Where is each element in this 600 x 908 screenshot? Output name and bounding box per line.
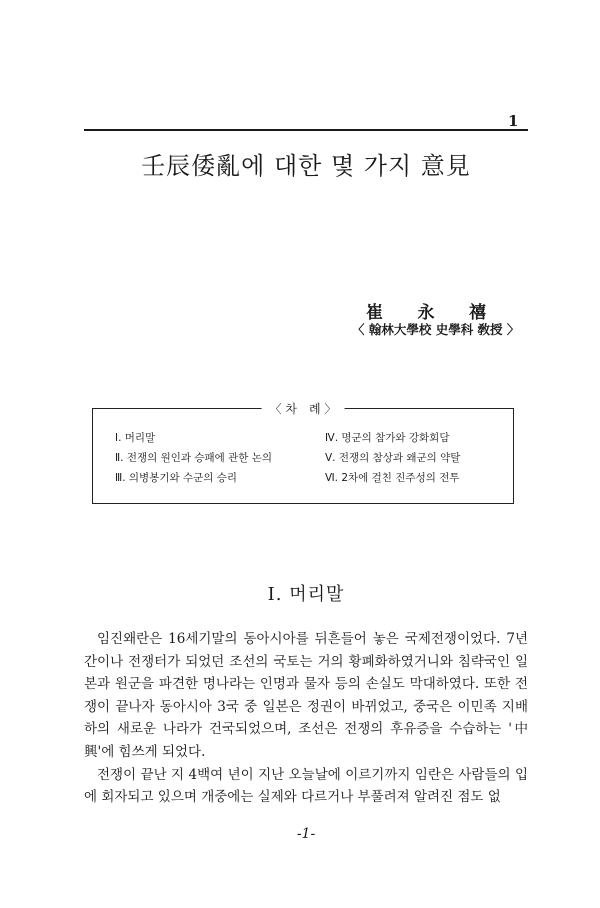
article-title: 壬辰倭亂에 대한 몇 가지 意見 (141, 152, 471, 180)
toc-item: Ⅳ. 명군의 참가와 강화회담 (325, 432, 450, 444)
table-of-contents (92, 402, 514, 504)
author-name-char: 禧 (469, 303, 486, 323)
toc-item: Ⅲ. 의병봉기와 수군의 승리 (115, 472, 238, 484)
body-paragraph: 임진왜란은 16세기말의 동아시아를 뒤흔들어 놓은 국제전쟁이었다. 7년간이나 전쟁터가 되었던 조선의 국토는 거의 황폐화하였거니와 침략국인 일본과 원군을 파견한 명나라는 인명과 물자 등의 손실도 막대하였다. 또한 전쟁이 끝나자 동아시아 3국 중 일본은 정권이 바뀌었고, 중국은 이민족 지배하의 새로운 나라가 건국되었으며, 조선은 전쟁의 후유증을 수습하는 '中興'에 힘쓰게 되었다. (84, 631, 528, 760)
toc-item: Ⅱ. 전쟁의 원인과 승패에 관한 논의 (115, 452, 273, 464)
section-heading: Ⅰ. 머리말 (267, 584, 345, 605)
author-name-char: 崔 (366, 303, 383, 323)
page-number-footer: -1- (296, 826, 316, 842)
page-number-top: 1 (508, 112, 519, 130)
toc-item: Ⅴ. 전쟁의 참상과 왜군의 약탈 (325, 452, 461, 464)
author-name-char: 永 (417, 303, 435, 323)
toc-heading: 〈 차 례 〉 (262, 400, 345, 417)
body-text (84, 628, 528, 809)
toc-item: Ⅰ. 머리말 (115, 432, 156, 444)
author-affiliation: 〈 翰林大學校 史學科 敎授 〉 (352, 322, 520, 337)
toc-item: Ⅵ. 2차에 걸친 진주성의 전투 (325, 472, 460, 484)
body-paragraph: 전쟁이 끝난 지 4백여 년이 지난 오늘날에 이르기까지 임란은 사람들의 입에 회자되고 있으며 개중에는 실제와 다르거나 부풀려져 알려진 점도 없 (84, 766, 528, 806)
toc-list (115, 431, 505, 486)
header-rule (84, 129, 528, 131)
